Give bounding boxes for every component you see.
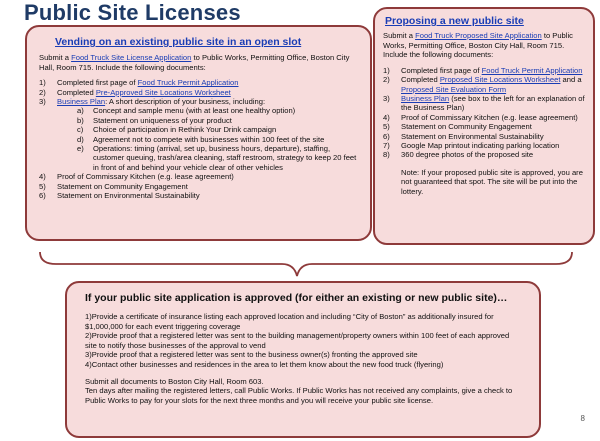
final-instruction: Ten days after mailing the registered letters, call Public Works. If Public Works has not received any complaints, give a check to Public Works to pay for your slots for the next three months and you will receive your public site license. [85,386,513,405]
approval-step: 1)Provide a certificate of insurance listing each approved location and including “City of Boston” as additionally insured for $1,000,000 for each event triggering coverage [85,312,494,331]
list-item: 1) Completed first page of Food Truck Permit Application [383,65,583,75]
permit-application-link[interactable]: Food Truck Permit Application [481,65,583,75]
list-item: 5) Statement on Community Engagement [39,181,188,191]
page-number: 8 [580,414,585,423]
new-site-heading: Proposing a new public site [385,15,524,27]
list-item: 4) Proof of Commissary Kitchen (e.g. lease agreement) [383,112,578,122]
list-item: 6) Statement on Environmental Sustainability [39,191,200,201]
site-evaluation-form-link[interactable]: Proposed Site Evaluation Form [401,84,507,94]
list-item: b) Statement on uniqueness of your product [77,115,232,125]
existing-site-heading: Vending on an existing public site in an open slot [55,36,302,48]
list-item: 3) Business Plan (see box to the left for an explanation of the Business Plan) [383,94,585,113]
new-site-intro: Submit a Food Truck Proposed Site Application to Public Works, Permitting Office, Boston City Hall, Room 715. Include the following documents: [383,31,573,60]
list-item: a) Concept and sample menu (with at least one healthy option) [77,106,296,116]
submit-instruction: Submit all documents to Boston City Hall, Room 603. [85,376,264,386]
approval-step: 4)Contact other businesses and residences in the area to let them know about the new food truck (flyering) [85,359,444,369]
list-item: 4) Proof of Commissary Kitchen (e.g. lease agreement) [39,172,234,182]
approval-heading: If your public site application is approved (for either an existing or new public site)… [85,292,508,304]
page-title: Public Site Licenses [24,0,241,25]
pre-approved-worksheet-link[interactable]: Pre-Approved Site Locations Worksheet [95,87,231,97]
list-item: e) Operations: timing (arrival, set up, business hours, departure), staffing, customer queuing, trash/area cleaning, staff restroom, strategy to keep 20 feet in front of and behind your vehicle clear of other vehicles [77,144,357,172]
list-item: d) Agreement not to compete with businesses within 100 feet of the site [77,134,325,144]
list-item: 5) Statement on Community Engagement [383,122,532,132]
list-item: 8) 360 degree photos of the proposed site [383,150,534,160]
lottery-note: Note: If your proposed public site is approved, you are not guaranteed that spot. The site will be put into the lottery. [401,167,583,197]
business-plan-link[interactable]: Business Plan [57,97,106,106]
list-item: 2) Completed Pre-Approved Site Locations Worksheet [39,87,231,97]
existing-site-intro: Submit a Food Truck Site License Application to Public Works, Permitting Office, Boston City Hall, Room 715. Include the following documents: [39,53,350,72]
approval-step: 2)Provide proof that a registered letter was sent to the building management/property owners within 100 feet of each approved site to notify those businesses of the approval to vend [85,331,510,350]
list-item: 3) Business Plan: A short description of your business, including: a) Concept and sample menu (with at least one healthy option) b) Statement on uniqueness of your product c) Choice of participation in Rethink Your Drink campaign d) Agreement not to compete with businesses within 100 feet of the site e) Operations: timing (arrival, set up, business hours, departure), staffing, customer queuing, trash/area cleaning, staff restroom, strategy to keep 20 feet in front of and behind your vehicle clear of other vehicles [39,97,357,172]
business-plan-link[interactable]: Business Plan [401,94,450,103]
list-item: 7) Google Map printout indicating parking location [383,141,560,151]
approval-steps-box [65,281,541,438]
approval-step: 3)Provide proof that a registered letter was sent to the business owner(s) fronting the approved site [85,350,418,360]
list-item: 2) Completed Proposed Site Locations Worksheet and a Proposed Site Evaluation Form [383,75,582,94]
list-item: 1) Completed first page of Food Truck Permit Application [39,78,239,88]
list-item: 6) Statement on Environmental Sustainability [383,131,544,141]
list-item: c) Choice of participation in Rethink Your Drink campaign [77,125,277,135]
proposed-worksheet-link[interactable]: Proposed Site Locations Worksheet [439,75,561,85]
site-license-application-link[interactable]: Food Truck Site License Application [71,53,192,62]
permit-application-link[interactable]: Food Truck Permit Application [137,78,239,88]
proposed-site-application-link[interactable]: Food Truck Proposed Site Application [415,31,542,40]
